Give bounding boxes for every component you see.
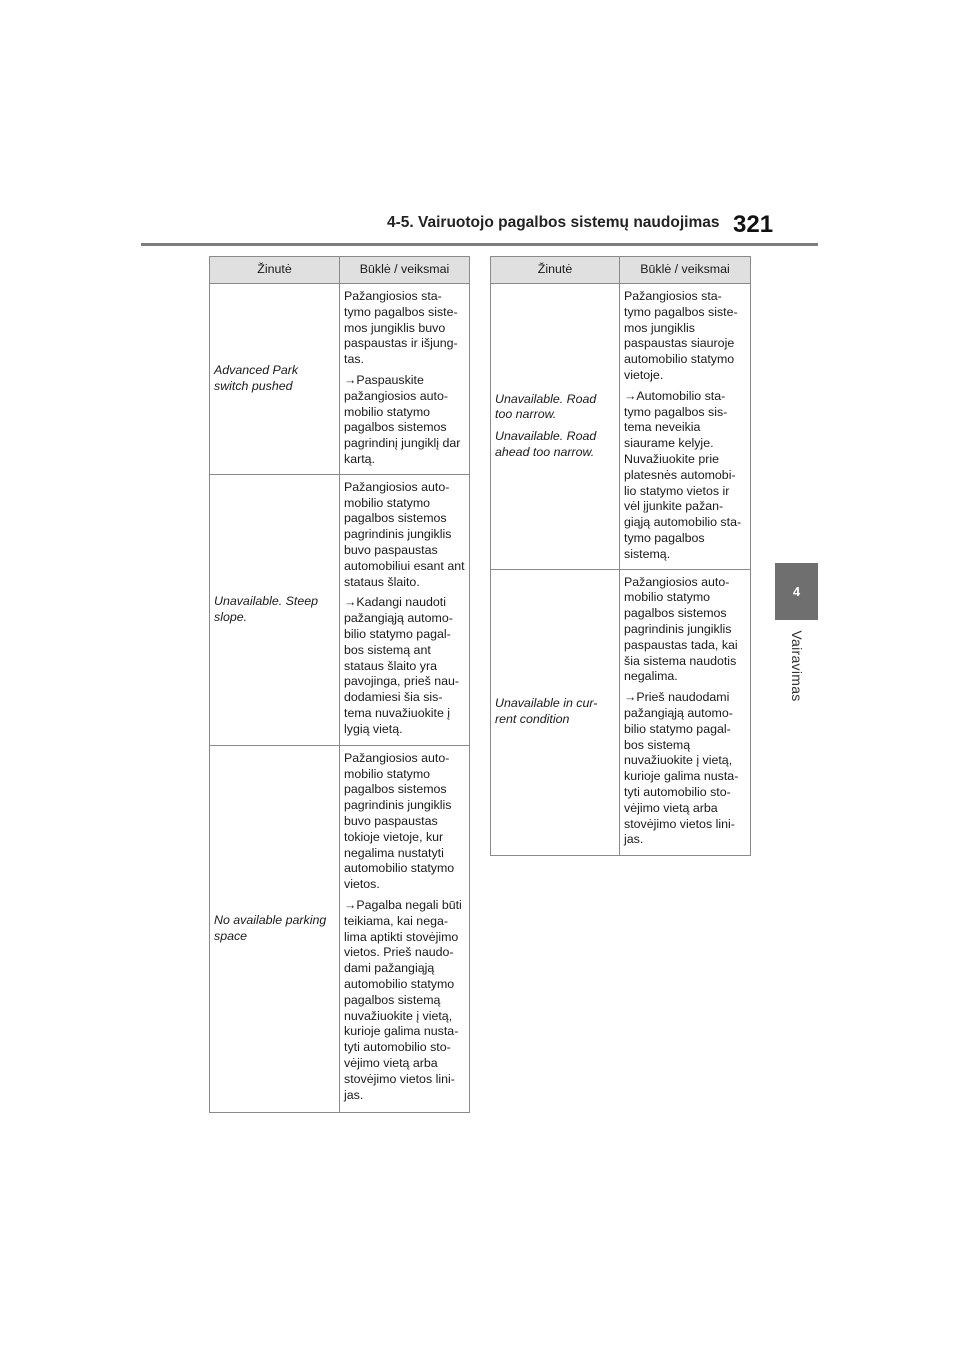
table-header-row [491, 257, 751, 284]
chapter-number: 4 [792, 584, 801, 599]
table-row [491, 569, 751, 855]
message-cell [491, 284, 620, 570]
status-text: Pažangiosios auto-mobilio statymo pagalbos sistemos pagrindinis jungiklis buvo paspaustas automobiliui esant ant stataus šlaito. [344, 479, 465, 589]
status-text: Pažangiosios sta-tymo pagalbos siste-mos jungiklis paspaustas siauroje automobilio statymo vietoje. [624, 289, 738, 382]
column-header-message: Žinutė [210, 257, 340, 284]
action-text: →Paspauskite pažangiosios auto-mobilio statymo pagalbos sistemos pagrindinį jungiklį dar kartą. [344, 372, 461, 466]
message-text: Unavailable. Road too narrow. [495, 391, 597, 422]
status-cell [340, 284, 470, 475]
column-header-message: Žinutė [491, 257, 620, 284]
status-text: Pažangiosios sta-tymo pagalbos siste-mos jungiklis buvo paspaustas ir išjung-tas. [344, 289, 458, 367]
column-header-status: Būklė / veiksmai [340, 257, 470, 284]
action-text: →Automobilio sta-tymo pagalbos sis-tema neveikia siaurame kelyje. Nuvažiuokite prie platesnės automobi-lio statymo vietos ir vėl įjunkite pažan-giąją automobilio sta-tymo pagalbos sistemą. [624, 388, 742, 561]
message-table-left [209, 256, 470, 1113]
chapter-label: Vairavimas [789, 630, 805, 702]
status-cell [620, 284, 751, 570]
action-text: →Prieš naudodami pažangiąją automo-bilio statymo pagal-bos sistemą nuvažiuokite į vietą, kurioje galima nusta-tyti automobilio sto-vėjimo vietą arba stovėjimo vietos lini-jas. [624, 690, 739, 847]
message-cell: Unavailable. Steep slope. [210, 474, 340, 745]
status-text: Pažangiosios auto-mobilio statymo pagalbos sistemos pagrindinis jungiklis paspaustas tada, kai šia sistema naudotis negalima. [624, 574, 738, 684]
action-text: →Kadangi naudoti pažangiąją automo-bilio statymo pagal-bos sistemą ant stataus šlaito yra pavojinga, prieš nau-dodamiesi šia sis-tema nuvažiuokite į lygią vietą. [344, 595, 460, 736]
table-row [210, 745, 470, 1112]
column-header-status: Būklė / veiksmai [620, 257, 751, 284]
status-text: Pažangiosios auto-mobilio statymo pagalbos sistemos pagrindinis jungiklis buvo paspaustas tokioje vietoje, kur negalima nustatyti automobilio statymo vietos. [344, 750, 455, 892]
table-row [491, 284, 751, 570]
message-table-right [490, 256, 751, 856]
message-cell: Advanced Park switch pushed [210, 284, 340, 475]
status-cell [340, 745, 470, 1112]
message-cell: Unavailable in cur-rent condition [491, 569, 620, 855]
section-title: 4-5. Vairuotojo pagalbos sistemų naudojimas [387, 214, 720, 231]
table-header-row [210, 257, 470, 284]
status-cell [340, 474, 470, 745]
chapter-tab [775, 563, 818, 620]
message-cell: No available parking space [210, 745, 340, 1112]
page-number: 321 [733, 211, 774, 238]
status-cell [620, 569, 751, 855]
table-row [210, 474, 470, 745]
message-text-alt: Unavailable. Road ahead too narrow. [495, 429, 597, 460]
header-divider [141, 243, 818, 246]
table-row [210, 284, 470, 475]
action-text: →Pagalba negali būti teikiama, kai nega-lima aptikti stovėjimo vietos. Prieš naudo-dami pažangiąją automobilio statymo pagalbos sistemą nuvažiuokite į vietą, kurioje galima nusta-tyti automobilio sto-vėjimo vietą arba stovėjimo vietos lini-jas. [344, 897, 462, 1102]
